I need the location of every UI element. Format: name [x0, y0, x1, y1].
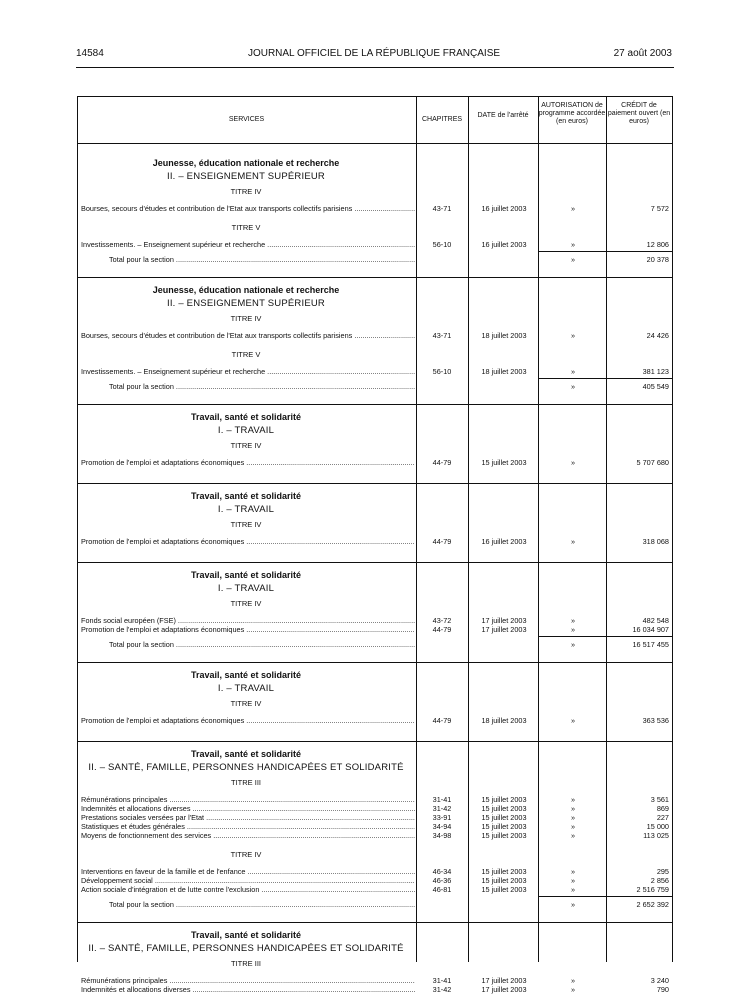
row-credit: 381 123 — [642, 367, 669, 376]
section-subtitle: I. – TRAVAIL — [217, 583, 275, 594]
titre-heading: TITRE V — [231, 350, 261, 359]
row-autorisation: » — [570, 985, 576, 994]
row-credit: 24 426 — [646, 331, 669, 340]
row-credit: 318 068 — [642, 537, 669, 546]
total-autorisation: » — [570, 255, 576, 264]
column-header-chapitres: CHAPITRES — [421, 116, 463, 123]
row-credit: 3 561 — [650, 795, 669, 804]
section-subtitle: II. – SANTÉ, FAMILLE, PERSONNES HANDICAPÉES ET SOLIDARITÉ — [88, 943, 404, 954]
row-chapitre: 31-42 — [432, 985, 452, 994]
row-date: 16 juillet 2003 — [481, 240, 527, 249]
row-autorisation: » — [570, 240, 576, 249]
row-credit: 5 707 680 — [636, 458, 669, 467]
row-chapitre: 44-79 — [432, 625, 452, 634]
column-divider — [468, 96, 469, 962]
row-chapitre: 34-94 — [432, 822, 452, 831]
row-credit: 2 856 — [650, 876, 669, 885]
row-label: Promotion de l'emploi et adaptations économiques ..... — [81, 537, 415, 546]
row-autorisation: » — [570, 822, 576, 831]
row-label: Rémunérations principales ..... — [81, 795, 415, 804]
section-separator — [77, 922, 673, 923]
row-credit: 16 034 907 — [632, 625, 669, 634]
row-autorisation: » — [570, 804, 576, 813]
row-chapitre: 46-81 — [432, 885, 452, 894]
section-title: Travail, santé et solidarité — [190, 930, 302, 940]
row-label: Action sociale d'intégration et de lutte contre l'exclusion ..... — [81, 885, 415, 894]
section-separator — [77, 277, 673, 278]
table-right-border — [672, 96, 673, 962]
section-subtitle: I. – TRAVAIL — [217, 425, 275, 436]
section-title: Travail, santé et solidarité — [190, 749, 302, 759]
titre-heading: TITRE IV — [230, 314, 262, 323]
row-credit: 15 000 — [646, 822, 669, 831]
row-date: 17 juillet 2003 — [481, 625, 527, 634]
column-header-credit: CRÉDIT de paiement ouvert (en euros) — [607, 102, 671, 125]
row-autorisation: » — [570, 537, 576, 546]
row-date: 15 juillet 2003 — [481, 831, 527, 840]
row-date: 15 juillet 2003 — [481, 822, 527, 831]
titre-heading: TITRE III — [231, 959, 261, 968]
row-chapitre: 46-34 — [432, 867, 452, 876]
total-label: Total pour la section ..... — [109, 255, 415, 264]
section-separator — [77, 562, 673, 563]
column-header-date: DATE de l'arrêté — [477, 112, 529, 119]
row-label: Développement social ..... — [81, 876, 415, 885]
section-separator — [77, 404, 673, 405]
section-separator — [77, 741, 673, 742]
row-autorisation: » — [570, 331, 576, 340]
row-date: 17 juillet 2003 — [481, 616, 527, 625]
total-label: Total pour la section ..... — [109, 900, 415, 909]
titre-heading: TITRE IV — [230, 441, 262, 450]
total-label: Total pour la section ..... — [109, 640, 415, 649]
row-autorisation: » — [570, 616, 576, 625]
row-label: Promotion de l'emploi et adaptations économiques ..... — [81, 458, 415, 467]
row-date: 15 juillet 2003 — [481, 795, 527, 804]
row-chapitre: 43-71 — [432, 331, 452, 340]
titre-heading: TITRE IV — [230, 599, 262, 608]
row-chapitre: 31-41 — [432, 976, 452, 985]
titre-heading: TITRE V — [231, 223, 261, 232]
total-autorisation: » — [570, 382, 576, 391]
total-autorisation: » — [570, 640, 576, 649]
row-credit: 482 548 — [642, 616, 669, 625]
total-credit: 2 652 392 — [636, 900, 669, 909]
section-separator — [77, 662, 673, 663]
row-date: 17 juillet 2003 — [481, 985, 527, 994]
titre-heading: TITRE IV — [230, 187, 262, 196]
header-rule — [76, 67, 674, 68]
row-credit: 7 572 — [650, 204, 669, 213]
row-date: 16 juillet 2003 — [481, 537, 527, 546]
row-chapitre: 56-10 — [432, 240, 452, 249]
row-label: Bourses, secours d'études et contribution de l'Etat aux transports collectifs parisiens ..... — [81, 331, 415, 340]
row-autorisation: » — [570, 458, 576, 467]
row-chapitre: 43-71 — [432, 204, 452, 213]
section-subtitle: I. – TRAVAIL — [217, 504, 275, 515]
sum-rule — [538, 378, 672, 379]
credits-table — [77, 96, 673, 994]
titre-heading: TITRE IV — [230, 520, 262, 529]
row-date: 15 juillet 2003 — [481, 885, 527, 894]
row-credit: 790 — [656, 985, 669, 994]
row-label: Statistiques et études générales ..... — [81, 822, 415, 831]
section-subtitle: II. – ENSEIGNEMENT SUPÉRIEUR — [167, 171, 325, 182]
row-label: Investissements. – Enseignement supérieur et recherche ..... — [81, 367, 415, 376]
section-title: Travail, santé et solidarité — [190, 570, 302, 580]
total-credit: 20 378 — [646, 255, 669, 264]
row-credit: 869 — [656, 804, 669, 813]
section-title: Travail, santé et solidarité — [190, 412, 302, 422]
row-label: Promotion de l'emploi et adaptations économiques ..... — [81, 716, 415, 725]
row-credit: 2 516 759 — [636, 885, 669, 894]
row-label: Prestations sociales versées par l'Etat ..... — [81, 813, 415, 822]
row-autorisation: » — [570, 885, 576, 894]
row-label: Bourses, secours d'études et contribution de l'Etat aux transports collectifs parisiens ..... — [81, 204, 415, 213]
row-chapitre: 43-72 — [432, 616, 452, 625]
section-subtitle: II. – ENSEIGNEMENT SUPÉRIEUR — [167, 298, 325, 309]
row-autorisation: » — [570, 367, 576, 376]
section-title: Travail, santé et solidarité — [190, 670, 302, 680]
row-autorisation: » — [570, 204, 576, 213]
row-credit: 295 — [656, 867, 669, 876]
sum-rule — [538, 896, 672, 897]
row-chapitre: 44-79 — [432, 458, 452, 467]
row-date: 15 juillet 2003 — [481, 458, 527, 467]
row-chapitre: 31-42 — [432, 804, 452, 813]
total-credit: 16 517 455 — [632, 640, 669, 649]
row-label: Promotion de l'emploi et adaptations économiques ..... — [81, 625, 415, 634]
total-autorisation: » — [570, 900, 576, 909]
section-subtitle: I. – TRAVAIL — [217, 683, 275, 694]
row-chapitre: 31-41 — [432, 795, 452, 804]
row-autorisation: » — [570, 867, 576, 876]
row-date: 18 juillet 2003 — [481, 331, 527, 340]
row-chapitre: 56-10 — [432, 367, 452, 376]
publication-date: 27 août 2003 — [613, 48, 672, 59]
section-separator — [77, 483, 673, 484]
section-subtitle: II. – SANTÉ, FAMILLE, PERSONNES HANDICAPÉES ET SOLIDARITÉ — [88, 762, 404, 773]
table-top-border — [77, 96, 673, 97]
page-number: 14584 — [76, 48, 104, 59]
row-date: 18 juillet 2003 — [481, 367, 527, 376]
row-date: 17 juillet 2003 — [481, 976, 527, 985]
row-label: Rémunérations principales ..... — [81, 976, 415, 985]
row-label: Moyens de fonctionnement des services ..... — [81, 831, 415, 840]
row-label: Investissements. – Enseignement supérieur et recherche ..... — [81, 240, 415, 249]
row-date: 15 juillet 2003 — [481, 813, 527, 822]
row-autorisation: » — [570, 795, 576, 804]
row-autorisation: » — [570, 813, 576, 822]
row-chapitre: 44-79 — [432, 537, 452, 546]
column-divider — [606, 96, 607, 962]
journal-title: JOURNAL OFFICIEL DE LA RÉPUBLIQUE FRANÇAISE — [247, 48, 501, 59]
section-title: Travail, santé et solidarité — [190, 491, 302, 501]
section-title: Jeunesse, éducation nationale et recherche — [152, 158, 340, 168]
row-credit: 227 — [656, 813, 669, 822]
row-credit: 113 025 — [643, 831, 669, 840]
row-label: Indemnités et allocations diverses ..... — [81, 804, 415, 813]
total-label: Total pour la section ..... — [109, 382, 415, 391]
row-date: 18 juillet 2003 — [481, 716, 527, 725]
row-date: 16 juillet 2003 — [481, 204, 527, 213]
total-credit: 405 549 — [642, 382, 669, 391]
sum-rule — [538, 636, 672, 637]
row-credit: 12 806 — [646, 240, 669, 249]
sum-rule — [538, 251, 672, 252]
section-title: Jeunesse, éducation nationale et recherche — [152, 285, 340, 295]
row-chapitre: 34-98 — [432, 831, 452, 840]
row-autorisation: » — [570, 876, 576, 885]
row-chapitre: 33-91 — [432, 813, 452, 822]
row-chapitre: 46-36 — [432, 876, 452, 885]
row-credit: 3 240 — [650, 976, 669, 985]
row-label: Indemnités et allocations diverses ..... — [81, 985, 415, 994]
row-autorisation: » — [570, 716, 576, 725]
row-autorisation: » — [570, 625, 576, 634]
row-autorisation: » — [570, 831, 576, 840]
column-header-services: SERVICES — [228, 116, 265, 123]
row-credit: 363 536 — [642, 716, 669, 725]
row-date: 15 juillet 2003 — [481, 876, 527, 885]
row-autorisation: » — [570, 976, 576, 985]
column-header-autorisation: AUTORISATION de programme accordée (en euros) — [538, 102, 606, 125]
table-header-bottom-border — [77, 143, 673, 144]
row-chapitre: 44-79 — [432, 716, 452, 725]
titre-heading: TITRE III — [231, 778, 261, 787]
row-label: Fonds social européen (FSE) ..... — [81, 616, 415, 625]
titre-heading: TITRE IV — [230, 699, 262, 708]
row-date: 15 juillet 2003 — [481, 804, 527, 813]
row-label: Interventions en faveur de la famille et de l'enfance ..... — [81, 867, 415, 876]
column-divider — [538, 96, 539, 962]
row-date: 15 juillet 2003 — [481, 867, 527, 876]
titre-heading: TITRE IV — [230, 850, 262, 859]
